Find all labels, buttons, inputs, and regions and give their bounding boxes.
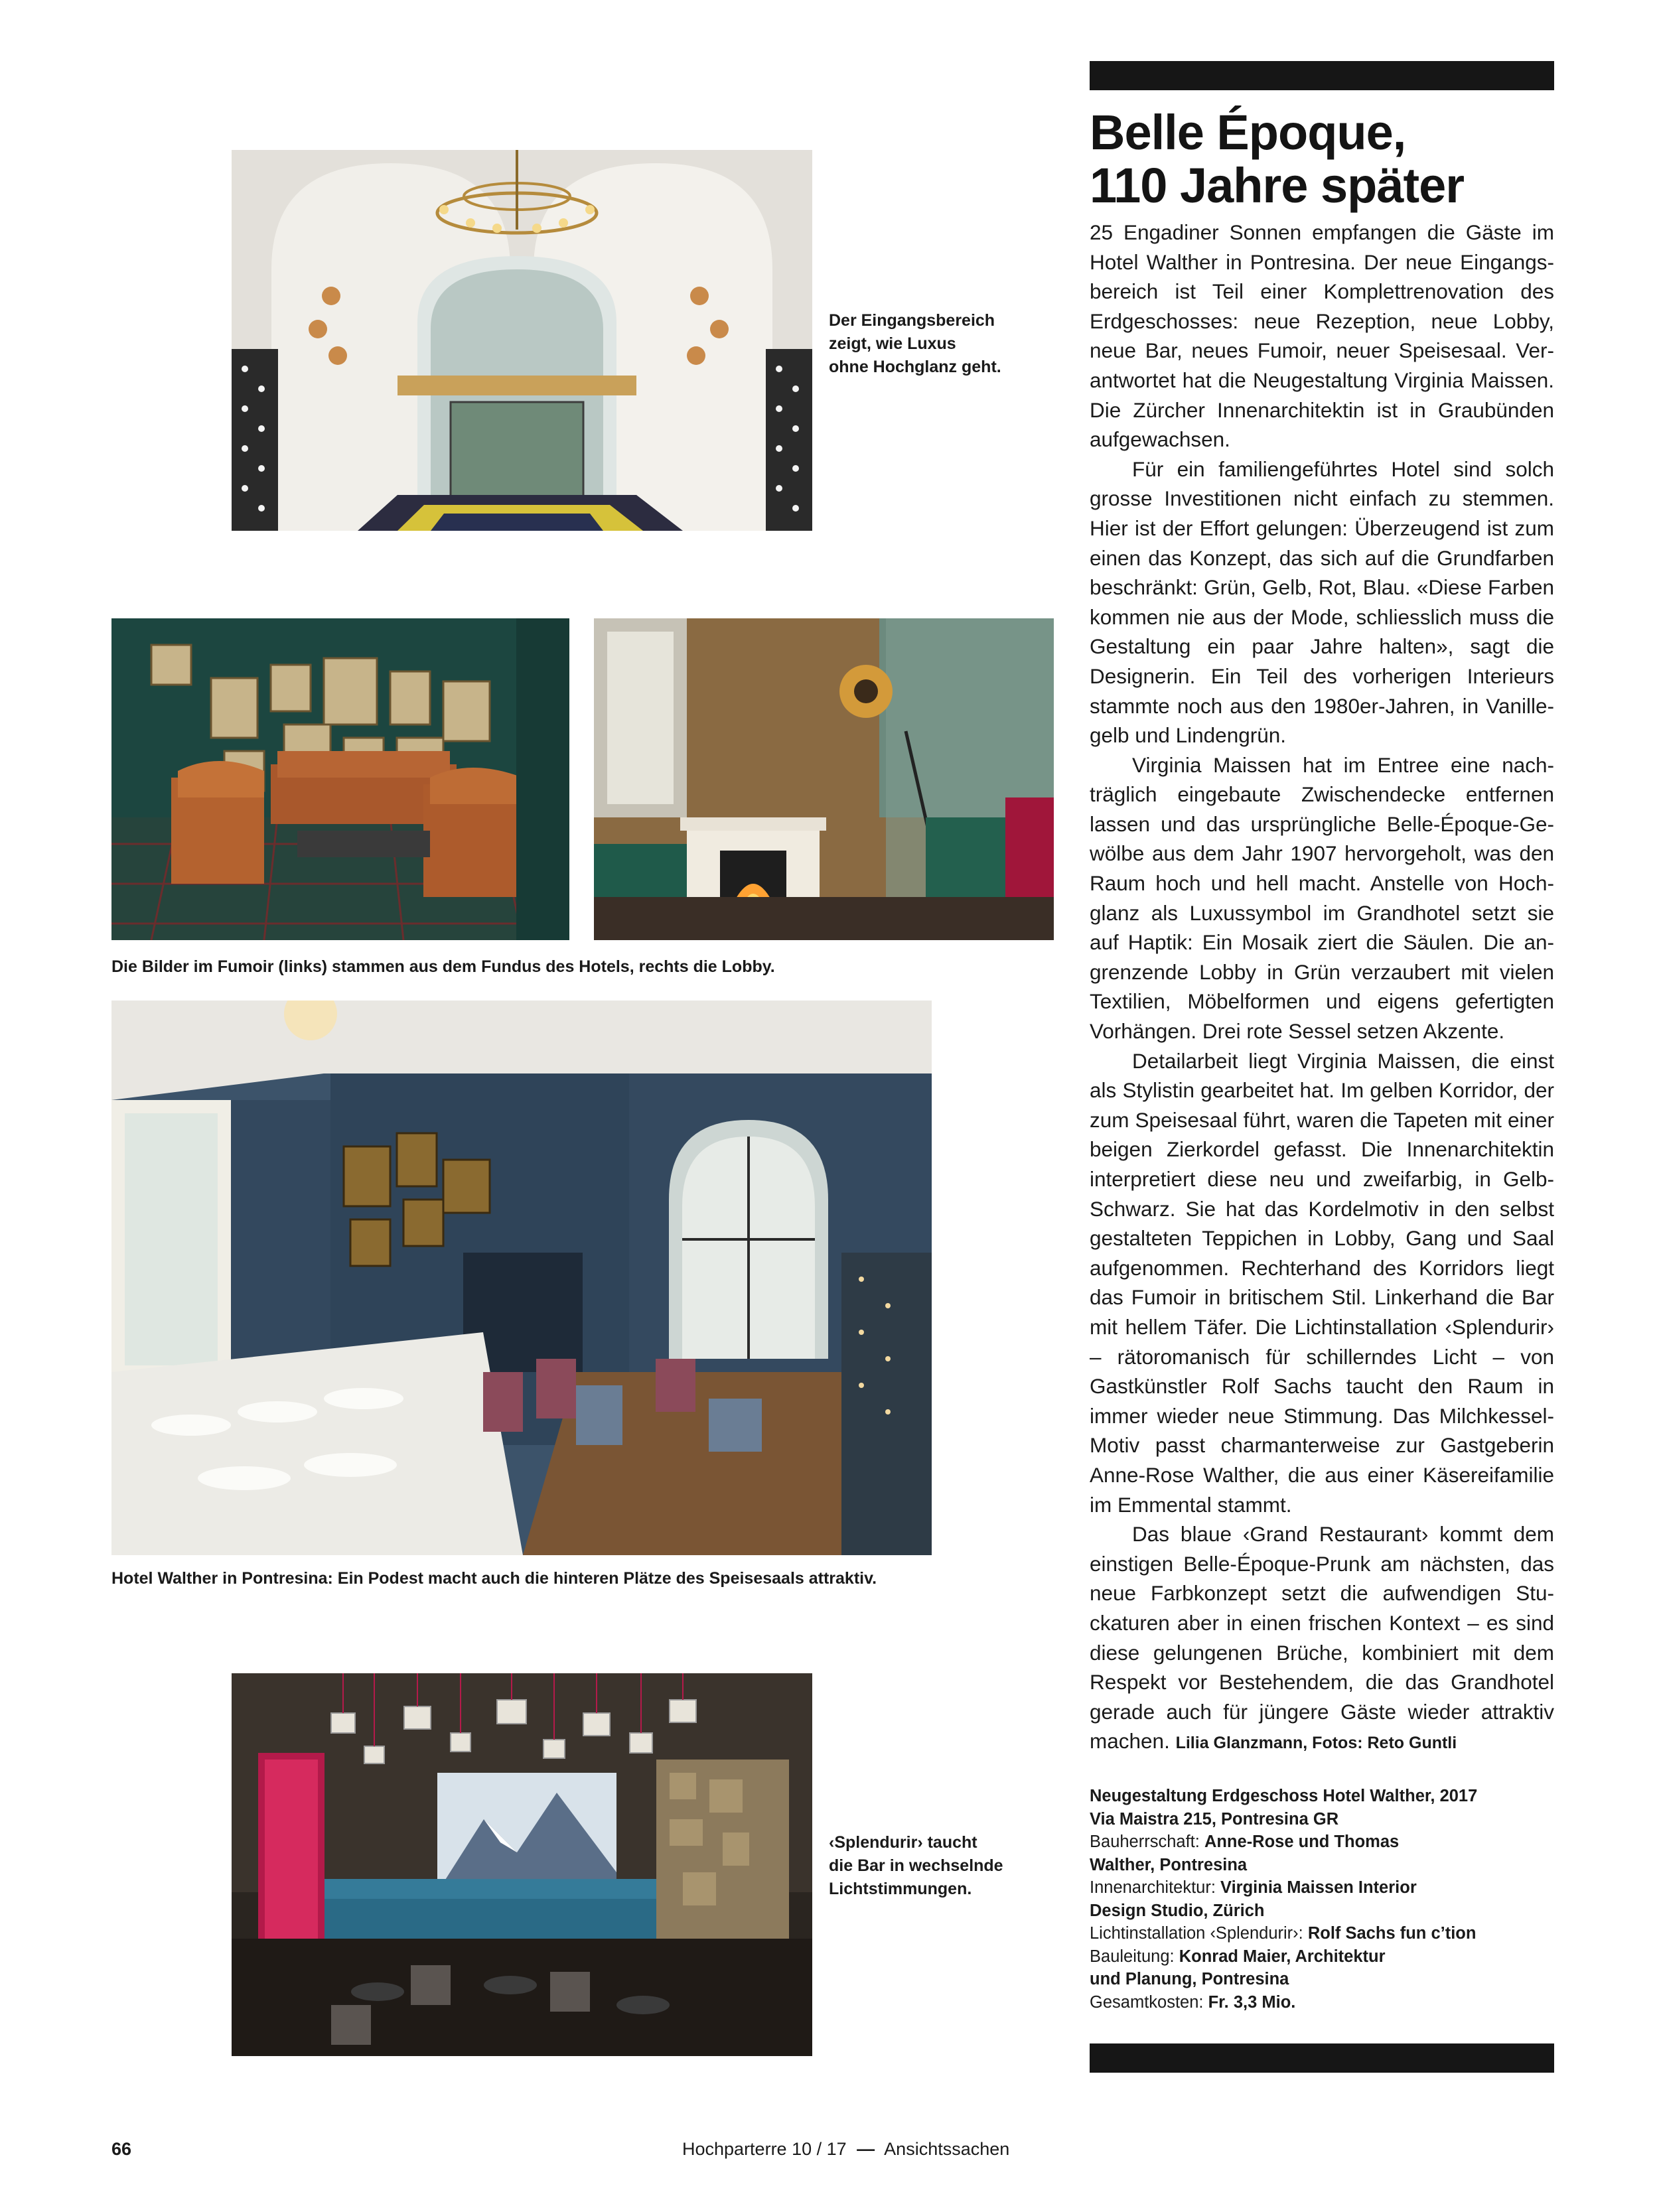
bar-caption-line: Lichtstimmungen. <box>829 1880 972 1898</box>
body-paragraph: Detailarbeit liegt Virginia Maissen, die einst als Stylistin gearbeitet hat. Im gelben Korridor, der zum Speisesaal führt, waren die Tapeten mit einer beigen Zierkordel gefasst. Die Innenarchitektin interpretiert diese neu und zweifarbig, in Gelb-Schwarz. Sie hat das Kordelmotiv in den selbst gestalteten Teppichen in Lobby, Gang und Saal aufgenommen. Rechterhand des Korridors liegt das Fumoir in britischem Stil. Linkerhand die Bar mit hellem Täfer. Die Lichtinstallation ‹Splendurir› – rätoromanisch für schillerndes Licht – von Gastkünstler Rolf Sachs taucht den Raum in immer wieder neue Stimmung. Das Milchkessel-Motiv passt charmanterweise zur Gastgeberin Anne-Rose Walther, die aus einer Käsereifamilie im Emmental stammt. <box>1090 1048 1554 1517</box>
entrance-caption-line: ohne Hochglanz geht. <box>829 358 1001 376</box>
dining-room-photo <box>111 1001 932 1555</box>
facts-interior <box>1090 1876 1554 1900</box>
body-paragraph <box>1090 1519 1554 1758</box>
title-line: 110 Jahre später <box>1090 158 1465 213</box>
facts-value: Rolf Sachs fun c’tion <box>1307 1924 1477 1943</box>
fumoir-lobby-caption: Die Bilder im Fumoir (links) stammen aus dem Fundus des Hotels, rechts die Lobby. <box>111 957 775 976</box>
section-name: Ansichtssachen <box>884 2139 1010 2159</box>
facts-cost <box>1090 1991 1554 2014</box>
lobby-photo <box>594 618 1054 940</box>
page-number: 66 <box>111 2139 132 2159</box>
entrance-caption <box>829 309 1041 379</box>
facts-value: Walther, Pontresina <box>1090 1855 1248 1874</box>
facts-label: Bauherrschaft: <box>1090 1832 1200 1851</box>
footer-dash: — <box>857 2139 875 2159</box>
facts-value: und Planung, Pontresina <box>1090 1970 1289 1988</box>
bar-caption-line: ‹Splendurir› taucht <box>829 1833 977 1852</box>
facts-value: Anne-Rose und Thomas <box>1204 1832 1400 1851</box>
facts-heading: Neugestaltung Erdgeschoss Hotel Walther, 2017 <box>1090 1787 1478 1805</box>
dining-room-caption: Hotel Walther in Pontresina: Ein Podest macht auch die hinteren Plätze des Speisesaals attraktiv. <box>111 1569 877 1588</box>
entrance-caption-line: Der Eingangsbereich <box>829 311 995 330</box>
author-credit: Lilia Glanzmann, Fotos: Reto Guntli <box>1175 1734 1457 1753</box>
running-footer <box>682 2139 1009 2160</box>
facts-value: Virginia Maissen Interior <box>1220 1878 1417 1897</box>
facts-light <box>1090 1922 1554 1945</box>
article-title <box>1090 106 1554 212</box>
facts-address: Via Maistra 215, Pontresina GR <box>1090 1809 1339 1829</box>
magazine-issue: Hochparterre 10 / 17 <box>682 2139 847 2159</box>
top-rule <box>1090 61 1554 90</box>
title-line: Belle Époque, <box>1090 105 1406 160</box>
entrance-hall-photo <box>232 150 812 531</box>
last-paragraph-text: Das blaue ‹Grand Restaurant› kommt dem einstigen Belle-Époque-Prunk am nächsten, das neue Farbkonzept setzt die aufwendigen Stuckaturen aber in einen frischen Kontext – es sind diese gelungenen Brüche, kombiniert mit dem Respekt vor Bestehendem, die das Grandhotel gerade auch für jüngere Gäste wieder attraktiv machen. <box>1090 1522 1554 1754</box>
bar-photo <box>232 1673 812 2056</box>
facts-label: Gesamtkosten: <box>1090 1992 1204 2012</box>
body-paragraph: Virginia Maissen hat im Entree eine nachträglich eingebaute Zwischendecke entfernen lassen und das ursprüngliche Belle-Époque-Gewölbe aus dem Jahr 1907 hervorgeholt, was den Raum hoch und hell macht. Anstelle von Hochglanz als Luxussymbol im Grandhotel setzt sie auf Haptik: Ein Mosaik ziert die Säulen. Die angrenzende Lobby in Grün verzaubert mit vielen Textilien, Möbelformen und eigens gefertigten Vorhängen. Drei rote Sessel setzen Akzente. <box>1090 752 1554 1044</box>
facts-site <box>1090 1945 1554 1969</box>
bar-caption <box>829 1831 1041 1901</box>
article-body <box>1090 218 1554 1758</box>
bottom-rule <box>1090 2043 1554 2073</box>
fumoir-photo <box>111 618 569 940</box>
facts-label: Lichtinstallation ‹Splendurir›: <box>1090 1924 1303 1943</box>
facts-value: Konrad Maier, Architektur <box>1179 1947 1386 1966</box>
facts-client <box>1090 1831 1554 1854</box>
facts-label: Innenarchitektur: <box>1090 1878 1216 1897</box>
facts-label: Bauleitung: <box>1090 1947 1175 1966</box>
facts-value: Fr. 3,3 Mio. <box>1208 1992 1296 2012</box>
bar-caption-line: die Bar in wechselnde <box>829 1856 1003 1875</box>
project-facts <box>1090 1785 1554 2014</box>
body-paragraph: 25 Engadiner Sonnen empfangen die Gäste im Hotel Walther in Pontresina. Der neue Eingangsbereich ist Teil einer Komplettrenovation des Erdgeschosses: neue Rezeption, neue Lobby, neue Bar, neues Fumoir, neuer Speisesaal. Verantwortet hat die Neugestaltung Virginia Maissen. Die Zürcher Innenarchitektin ist in Graubünden aufgewachsen. <box>1090 220 1554 452</box>
facts-value: Design Studio, Zürich <box>1090 1901 1265 1920</box>
body-paragraph: Für ein familiengeführtes Hotel sind solch grosse Investitionen nicht einfach zu stemmen. Hier ist der Effort gelungen: Überzeugend ist zum einen das Konzept, das sich auf die Grundfarben beschränkt: Grün, Gelb, Rot, Blau. «Diese Farben kommen nie aus der Mode, schliesslich muss die Gestaltung ein paar Jahre halten», sagt die Designerin. Ein Teil des vorherigen Interieurs stammte noch aus den 1980er-Jahren, in Vanillegelb und Lindengrün. <box>1090 456 1554 748</box>
entrance-caption-line: zeigt, wie Luxus <box>829 334 956 353</box>
